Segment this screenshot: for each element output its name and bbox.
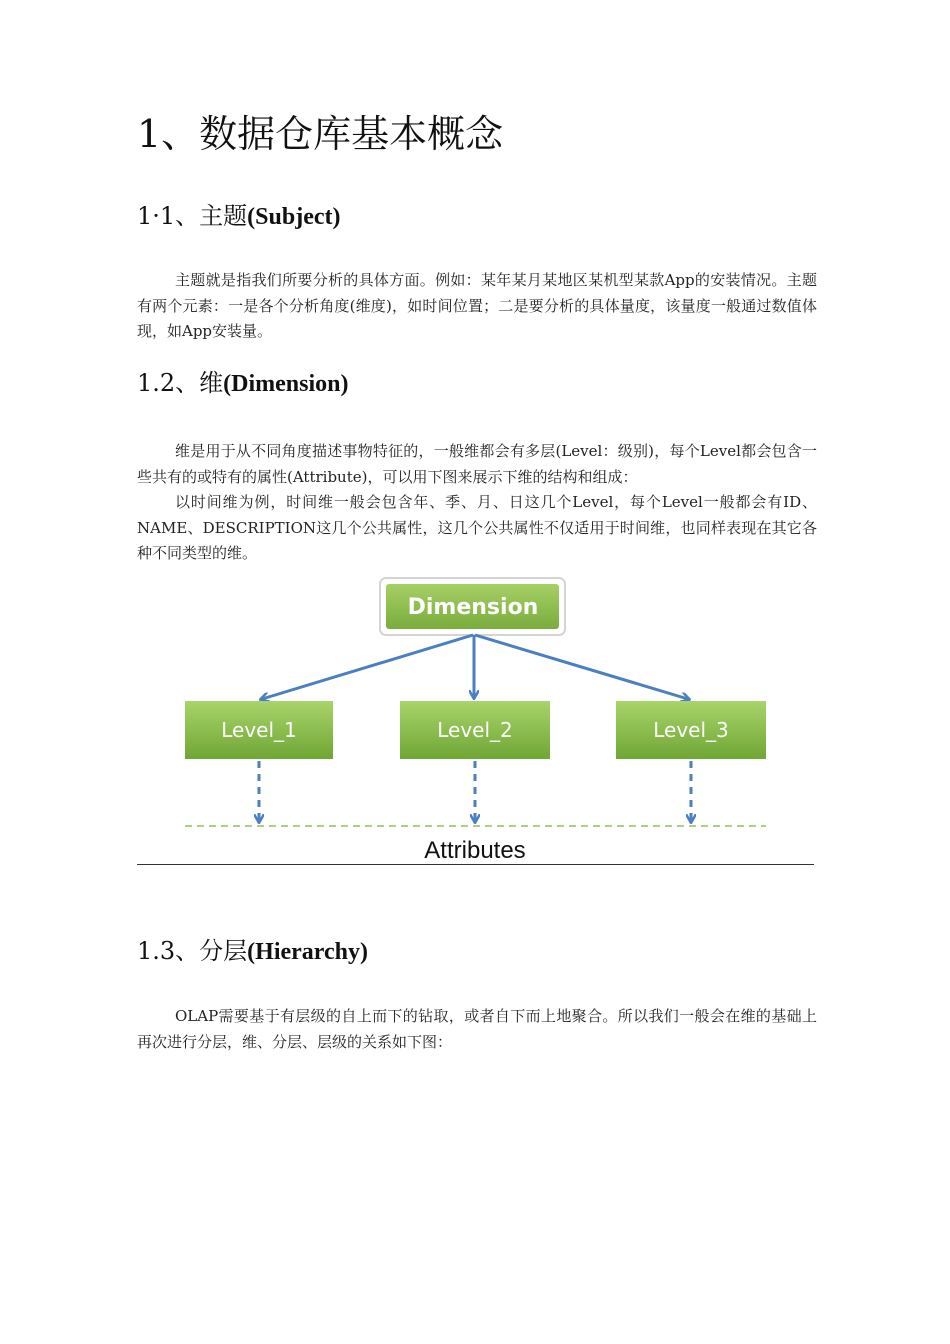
section-heading-hierarchy [137,934,368,969]
attribute-arrows [259,761,691,821]
dimension-diagram [137,575,817,867]
arrow-to-level-1 [262,635,473,699]
level-node-1 [185,701,333,759]
section-heading-cn: 1·1、主题 [137,202,248,230]
section-heading-subject [137,199,341,234]
section-body-dimension [137,439,817,567]
level-node-2 [400,701,550,759]
figure-bottom-rule [137,864,814,865]
root-arrows [262,635,688,699]
section-body-hierarchy [137,1004,817,1055]
paragraph: 以时间维为例，时间维一般会包含年、季、月、日这几个Level，每个Level一般都会有ID、NAME、DESCRIPTION这几个公共属性，这几个公共属性不仅适用于时间维，也同样表现在其它各种不同类型的维。 [137,493,817,562]
level-node-3 [616,701,766,759]
level-label: Level_1 [221,718,297,742]
arrow-to-level-3 [475,635,688,699]
root-label: Dimension [407,595,539,620]
section-heading-en: (Dimension) [223,371,349,397]
section-heading-en: (Hierarchy) [247,939,369,965]
level-label: Level_3 [653,718,729,742]
document-title: 1、数据仓库基本概念 [137,112,504,156]
paragraph: 主题就是指我们所要分析的具体方面。例如：某年某月某地区某机型某款App的安装情况。主题有两个元素：一是各个分析角度(维度)，如时间位置；二是要分析的具体量度，该量度一般通过数值体现，如App安装量。 [137,271,817,340]
paragraph: OLAP需要基于有层级的自上而下的钻取，或者自下而上地聚合。所以我们一般会在维的基础上再次进行分层，维、分层、层级的关系如下图： [137,1007,817,1051]
section-heading-cn: 1.3、分层 [137,937,248,965]
section-heading-dimension [137,366,349,401]
level-label: Level_2 [437,718,513,742]
section-heading-en: (Subject) [247,204,341,230]
section-body-subject [137,268,817,345]
section-heading-cn: 1.2、维 [137,369,224,397]
attributes-label: Attributes [424,837,526,864]
paragraph: 维是用于从不同角度描述事物特征的，一般维都会有多层(Level：级别)，每个Level都会包含一些共有的或特有的属性(Attribute)，可以用下图来展示下维的结构和组成： [137,442,817,486]
root-node [380,578,565,635]
